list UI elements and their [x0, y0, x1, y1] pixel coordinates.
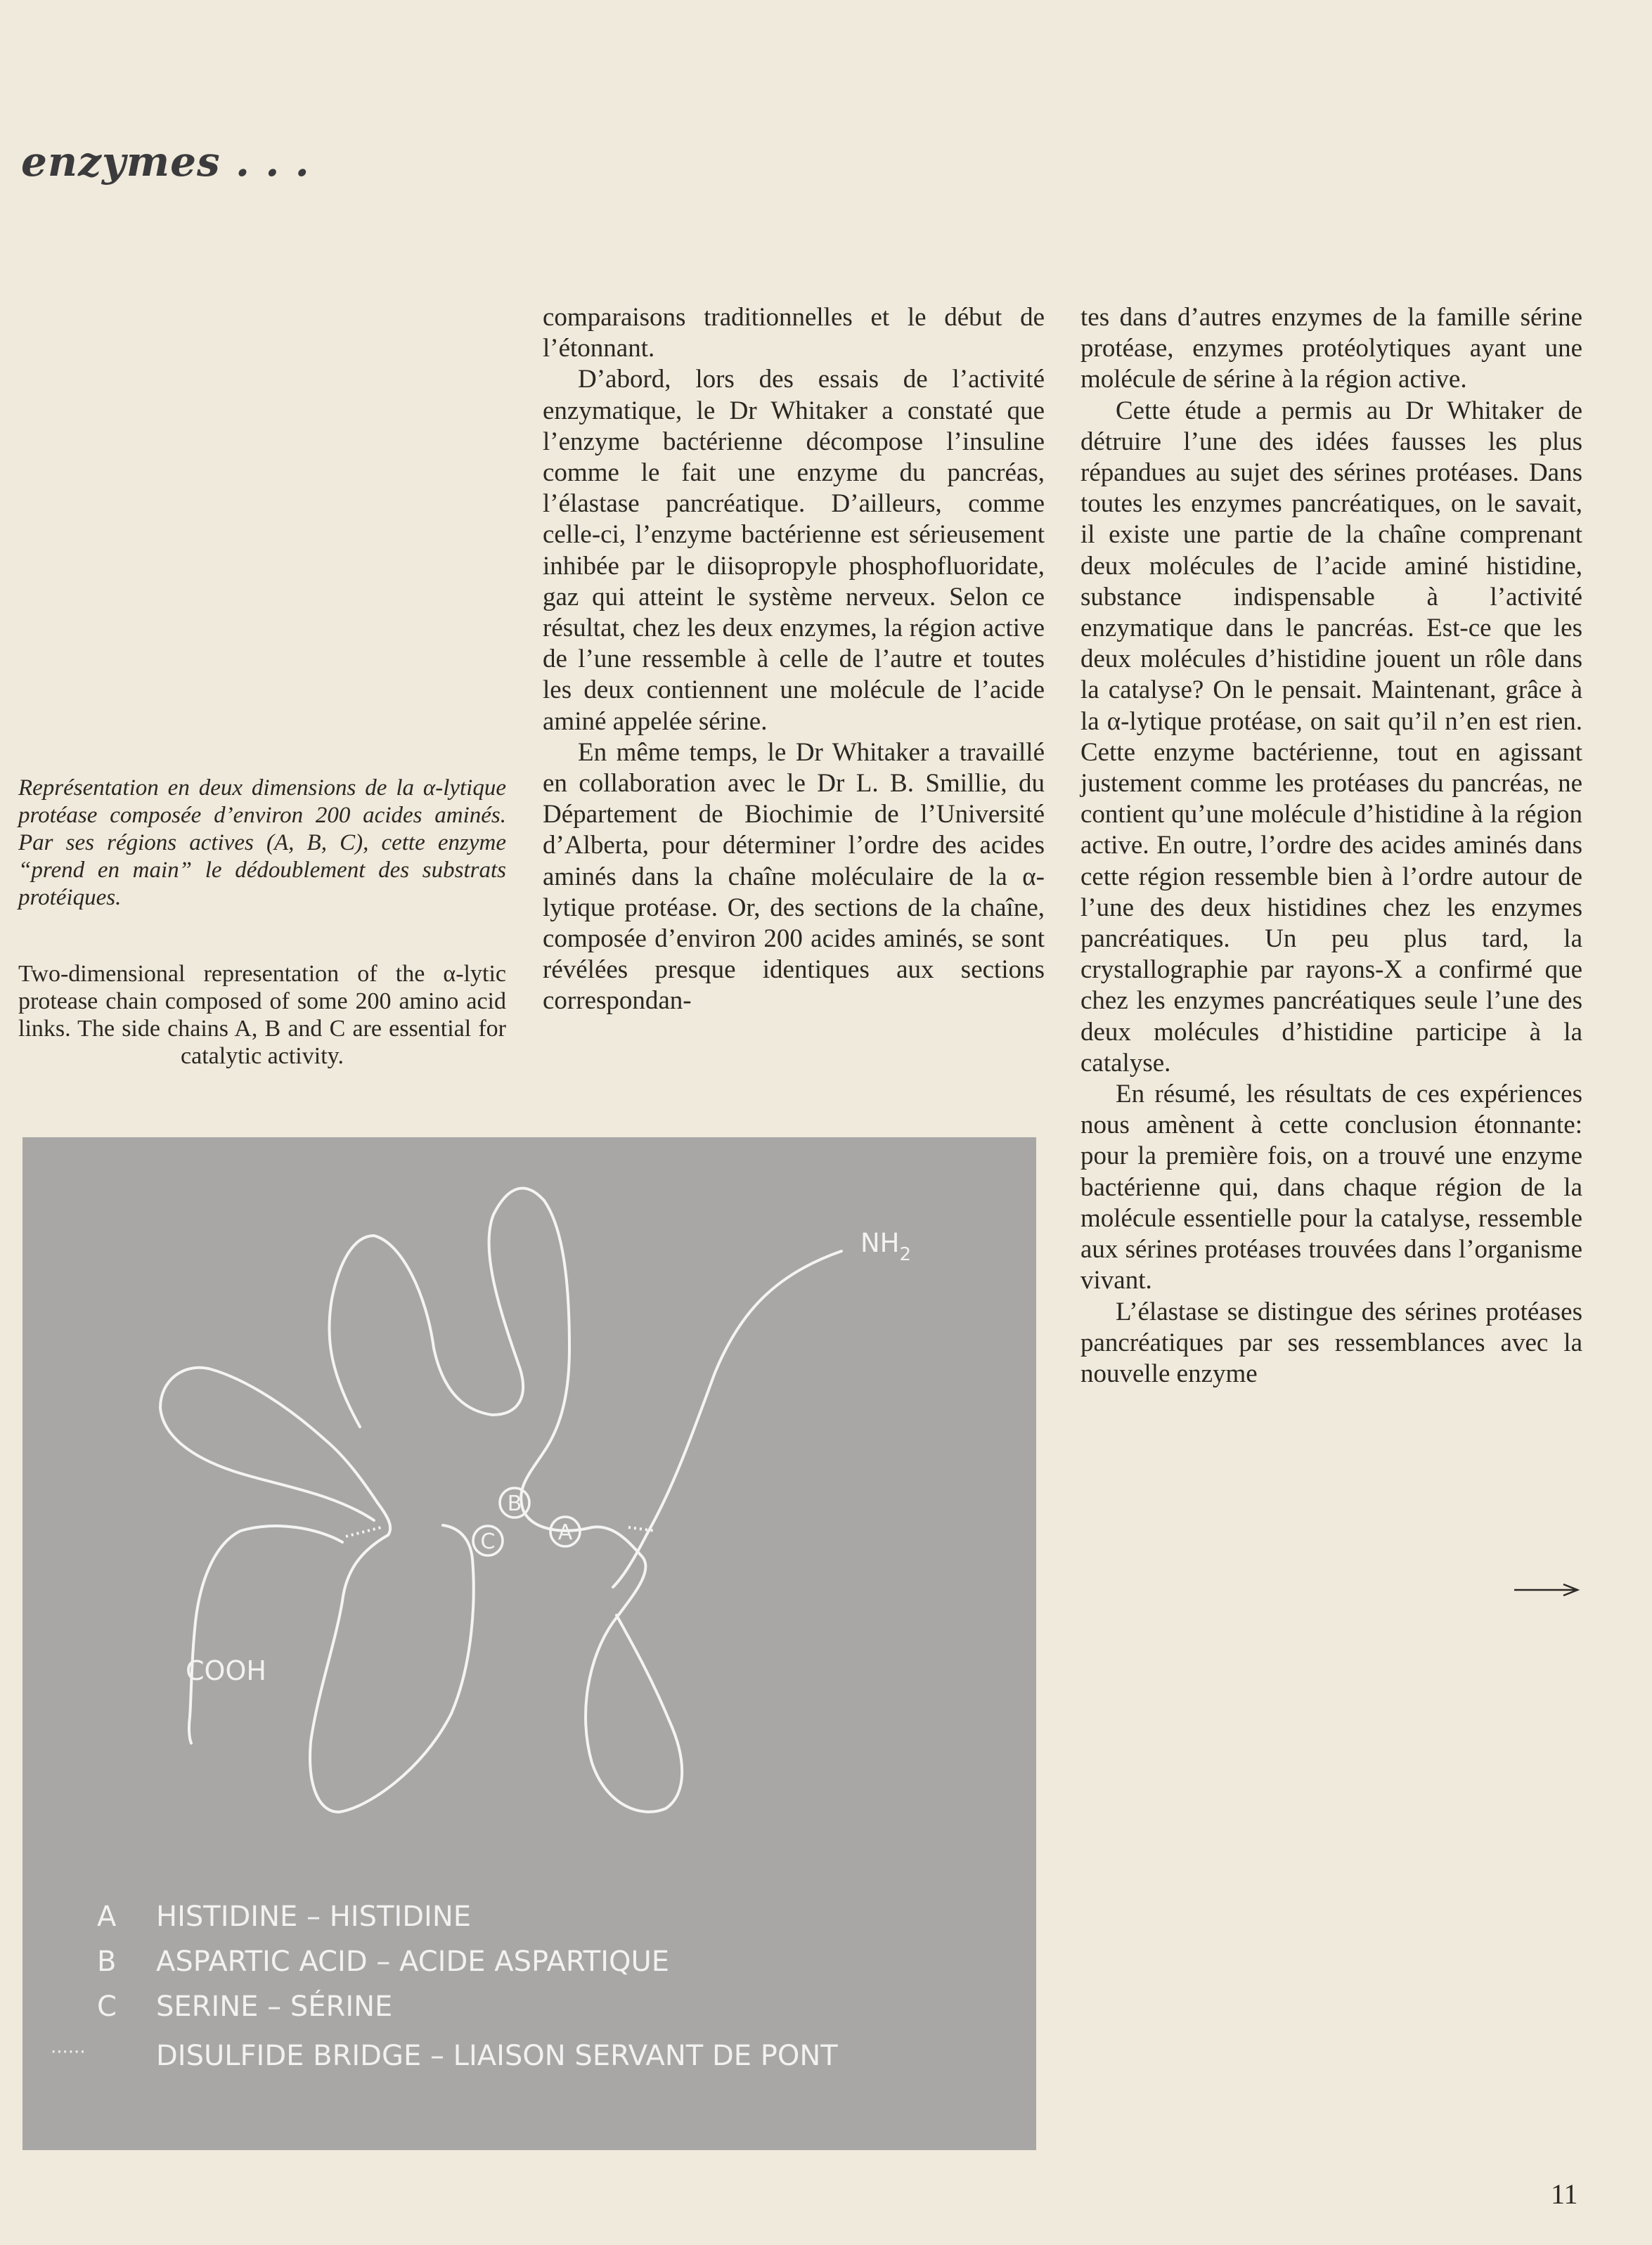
section-heading: enzymes . . .	[21, 138, 310, 186]
legend-text: DISULFIDE BRIDGE – LIAISON SERVANT DE PONT	[156, 2040, 838, 2072]
paragraph: En résumé, les résultats de ces expériences nous amènent à cette conclusion étonnante: pour la première fois, on a trouvé une enzyme bactérienne qui, dans chaque région de la molécule essentielle pour la catalyse, ressemble aux sérines protéases trouvées dans l’organisme vivant.	[1080, 1080, 1582, 1295]
chain-main-loop	[329, 1189, 682, 1812]
paragraph: Cette étude a permis au Dr Whitaker de détruire l’une des idées fausses les plus répandues au sujet des sérines protéases. Dans toutes les enzymes pancréatiques, on le savait, il existe une partie de la chaîne comprenant deux molécules de l’acide aminé histidine, substance indispensable à l’activité enzymatique dans le pancréas. Est-ce que les deux molécules d’histidine jouent un rôle dans la catalyse? On le pensait. Maintenant, grâce à la α-lytique protéase, on sait qu’il n’en est rien. Cette enzyme bactérienne, tout en agissant justement comme les protéases du pancréas, ne contient qu’une molécule d’histidine à la région active. En outre, l’ordre des acides aminés dans cette région ressemble bien à l’ordre autour de l’une des deux histidines chez les enzymes pancréatiques. Un peu plus tard, la crystallographie par rayons-X a confirmé que chez les enzymes pancréatiques seule l’une des deux molécules d’histidine participe à la catalyse.	[1080, 396, 1582, 1078]
site-c-label: C	[480, 1529, 496, 1554]
chain-c-terminal	[189, 1526, 342, 1743]
text-column-right	[1080, 302, 1582, 1390]
caption-english: Two-dimensional representation of the α-lytic protease chain composed of some 200 amino acid links. The side chains A, B and C are essential for catalytic activity.	[18, 961, 506, 1069]
nh2-subscript: 2	[899, 1244, 912, 1265]
paragraph: L’élastase se distingue des sérines protéases pancréatiques par ses ressemblances avec la nouvelle enzyme	[1080, 1297, 1582, 1388]
legend	[51, 1901, 838, 2072]
site-a-label: A	[557, 1520, 573, 1545]
paragraph: comparaisons traditionnelles et le début de l’étonnant.	[543, 303, 1045, 363]
paragraph: D’abord, lors des essais de l’activité enzymatique, le Dr Whitaker a constaté que l’enzyme bactérienne décompose l’insuline comme le fait une enzyme du pancréas, l’élastase pancréatique. D’ailleurs, comme celle-ci, l’enzyme bactérienne est sérieusement inhibée par le diisopropyle phosphofluoridate, gaz qui atteint le système nerveux. Selon ce résultat, chez les deux enzymes, la région active de l’une ressemble à celle de l’autre et toutes les deux contiennent une molécule de l’acide aminé appelée sérine.	[543, 365, 1045, 736]
chain-left-lobe-return	[377, 1503, 390, 1535]
legend-key: ······	[51, 2042, 86, 2063]
nh2-text: NH	[860, 1228, 900, 1258]
site-b-label: B	[507, 1492, 522, 1516]
paragraph: En même temps, le Dr Whitaker a travaillé en collaboration avec le Dr L. B. Smillie, du Département de Biochimie de l’Université d’Alberta, pour déterminer l’ordre des acides aminés dans la chaîne moléculaire de la α-lytique protéase. Or, des sections de la chaîne, composée d’environ 200 acides aminés, se sont révélées presque identiques aux sections correspondan-	[543, 737, 1045, 1016]
caption-french: Représentation en deux dimensions de la α-lytique protéase composée d’environ 200 acides aminés. Par ses régions actives (A, B, C), cette enzyme “prend en main” le dédoublement des substrats protéiques.	[18, 775, 506, 910]
legend-text: SERINE – SÉRINE	[156, 1991, 393, 2023]
protease-chain-figure	[22, 1137, 1036, 2150]
legend-text: ASPARTIC ACID – ACIDE ASPARTIQUE	[156, 1946, 670, 1978]
legend-key: C	[97, 1991, 117, 2023]
continue-arrow-icon	[1513, 1581, 1580, 1598]
legend-text: HISTIDINE – HISTIDINE	[156, 1901, 472, 1933]
legend-key: A	[97, 1901, 117, 1933]
text-column-middle	[543, 302, 1045, 1017]
chain-bottom-loop	[310, 1525, 474, 1812]
page-number: 11	[1551, 2178, 1578, 2210]
cooh-label: COOH	[186, 1655, 266, 1686]
nh2-label	[860, 1228, 911, 1265]
disulfide-bridge	[346, 1527, 381, 1536]
chain-left-lobe	[160, 1368, 377, 1520]
paragraph: tes dans d’autres enzymes de la famille sérine protéase, enzymes protéolytiques ayant une molécule de sérine à la région active.	[1080, 303, 1582, 394]
legend-key: B	[97, 1946, 117, 1978]
chain-n-terminal	[613, 1251, 841, 1587]
protease-chain-diagram	[22, 1137, 1036, 2150]
